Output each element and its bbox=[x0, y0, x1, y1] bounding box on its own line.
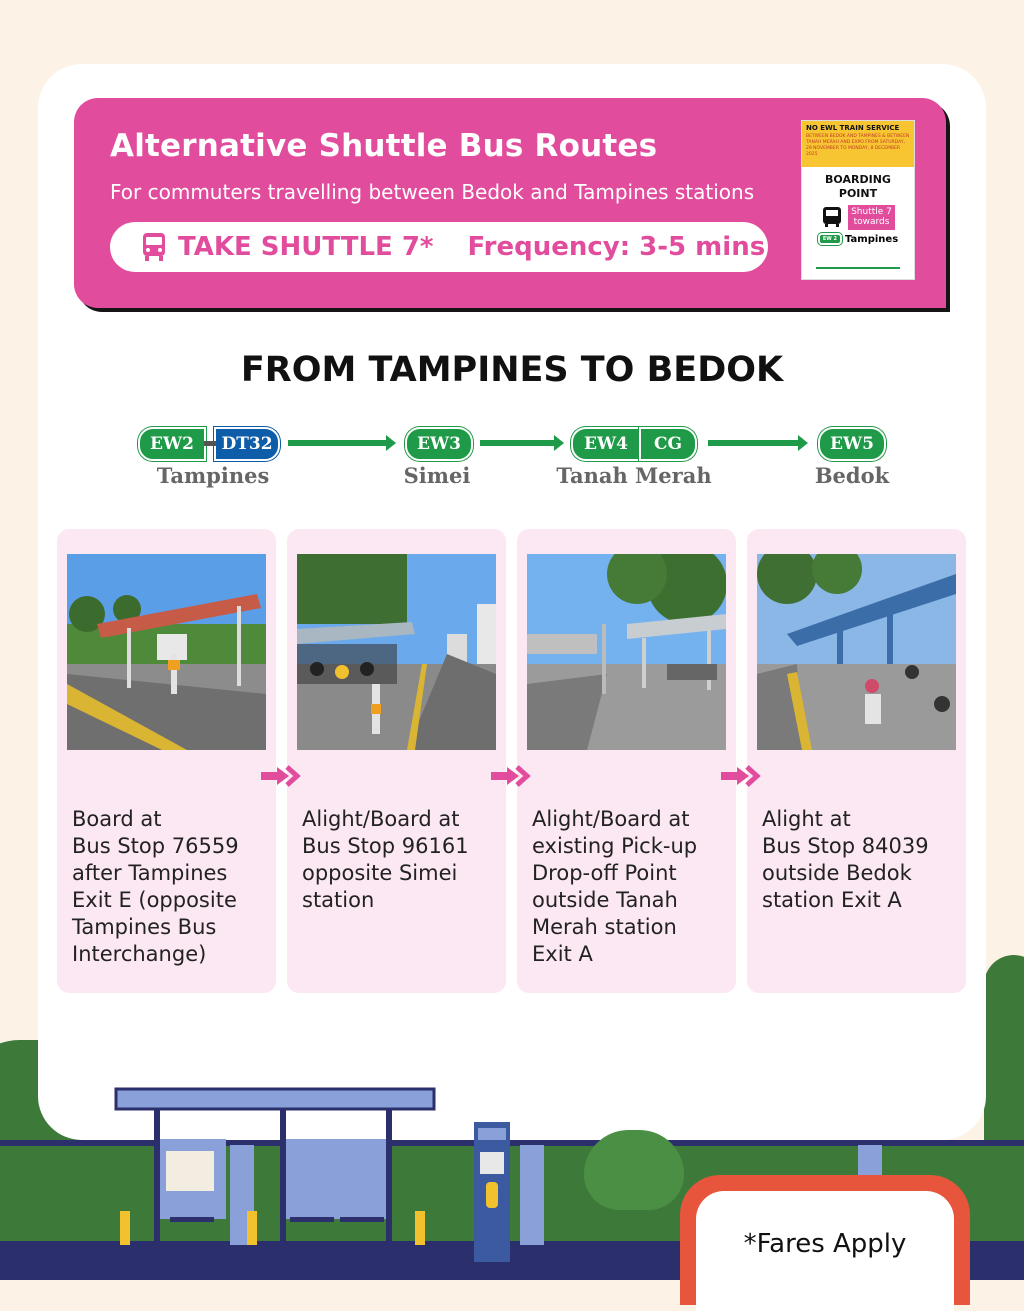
step-card-4 bbox=[747, 529, 966, 993]
frequency-label: Frequency: 3-5 mins bbox=[467, 232, 766, 262]
sign-route-line bbox=[816, 267, 900, 269]
fares-badge-inner bbox=[696, 1191, 954, 1311]
step-2-description: Alight/Board at Bus Stop 96161 opposite Simei station bbox=[302, 807, 469, 912]
sign-station-code: EW 2 bbox=[818, 233, 842, 245]
sign-boarding-line2: POINT bbox=[838, 186, 878, 200]
sign-shuttle-line1: Shuttle 7 bbox=[851, 206, 892, 217]
sign-detail: BETWEEN BEDOK AND TAMPINES & BETWEEN TANAH MERAH AND EXPO FROM SATURDAY, 29 NOVEMBER TO MONDAY, 8 DECEMBER 2025 bbox=[806, 134, 910, 157]
station-name-simei: Simei bbox=[403, 463, 471, 488]
step-1-description: Board at Bus Stop 76559 after Tampines Exit E (opposite Tampines Bus Interchange) bbox=[72, 807, 239, 966]
sign-station-name: Tampines bbox=[845, 233, 899, 245]
route-arrow-1 bbox=[288, 440, 388, 446]
fence-post bbox=[858, 1145, 882, 1175]
fares-badge bbox=[680, 1175, 970, 1305]
sign-bus-icon bbox=[821, 206, 843, 228]
bus-stop-photo-4 bbox=[757, 554, 956, 750]
sign-station bbox=[802, 233, 914, 245]
step-card-3 bbox=[517, 529, 736, 993]
header-banner bbox=[74, 98, 946, 308]
bus-shelter-illustration bbox=[110, 1085, 440, 1255]
direction-title: FROM TAMPINES TO BEDOK bbox=[240, 350, 784, 390]
step-3-description: Alight/Board at existing Pick-up Drop-off Point outside Tanah Merah station Exit A bbox=[532, 807, 698, 966]
sign-shuttle-line2: towards bbox=[853, 217, 890, 228]
station-name-tampines: Tampines bbox=[156, 463, 270, 488]
sign-boarding-point bbox=[802, 173, 914, 201]
bus-stop-photo-3 bbox=[527, 554, 726, 750]
station-code-cg: CG bbox=[639, 427, 697, 461]
sign-boarding-line1: BOARDING bbox=[825, 173, 891, 186]
route-strip bbox=[0, 427, 1024, 497]
station-code-ew2: EW2 bbox=[138, 427, 206, 461]
chevron-right-icon bbox=[261, 765, 305, 787]
take-shuttle-label: TAKE SHUTTLE 7* bbox=[178, 232, 434, 262]
step-card-2 bbox=[287, 529, 506, 993]
station-code-ew3: EW3 bbox=[405, 427, 473, 461]
fence-post bbox=[520, 1145, 544, 1245]
ticket-kiosk-illustration bbox=[474, 1122, 510, 1262]
shuttle-info-pill bbox=[110, 222, 768, 272]
boarding-point-sign bbox=[801, 120, 915, 280]
chevron-right-icon bbox=[491, 765, 535, 787]
page-title: Alternative Shuttle Bus Routes bbox=[110, 128, 658, 164]
route-arrow-3 bbox=[708, 440, 800, 446]
fares-note: *Fares Apply bbox=[743, 1229, 907, 1259]
sign-shuttle-row bbox=[802, 205, 914, 231]
station-name-bedok: Bedok bbox=[814, 463, 890, 488]
chevron-right-icon bbox=[721, 765, 765, 787]
bus-icon bbox=[140, 232, 168, 262]
bus-stop-photo-2 bbox=[297, 554, 496, 750]
bus-stop-photo-1 bbox=[67, 554, 266, 750]
sign-notice bbox=[802, 121, 914, 167]
station-code-ew4: EW4 bbox=[571, 427, 641, 461]
station-name-tanah-merah: Tanah Merah bbox=[556, 463, 712, 488]
station-code-ew5: EW5 bbox=[818, 427, 886, 461]
sign-headline: NO EWL TRAIN SERVICE bbox=[806, 124, 900, 132]
station-code-dt32: DT32 bbox=[214, 427, 280, 461]
route-arrow-2 bbox=[480, 440, 556, 446]
step-4-description: Alight at Bus Stop 84039 outside Bedok station Exit A bbox=[762, 807, 929, 912]
page-subtitle: For commuters travelling between Bedok and Tampines stations bbox=[110, 180, 755, 204]
sign-shuttle-label bbox=[848, 205, 895, 231]
tree-illustration bbox=[584, 1130, 684, 1210]
step-card-1 bbox=[57, 529, 276, 993]
interchange-connector bbox=[204, 441, 216, 446]
